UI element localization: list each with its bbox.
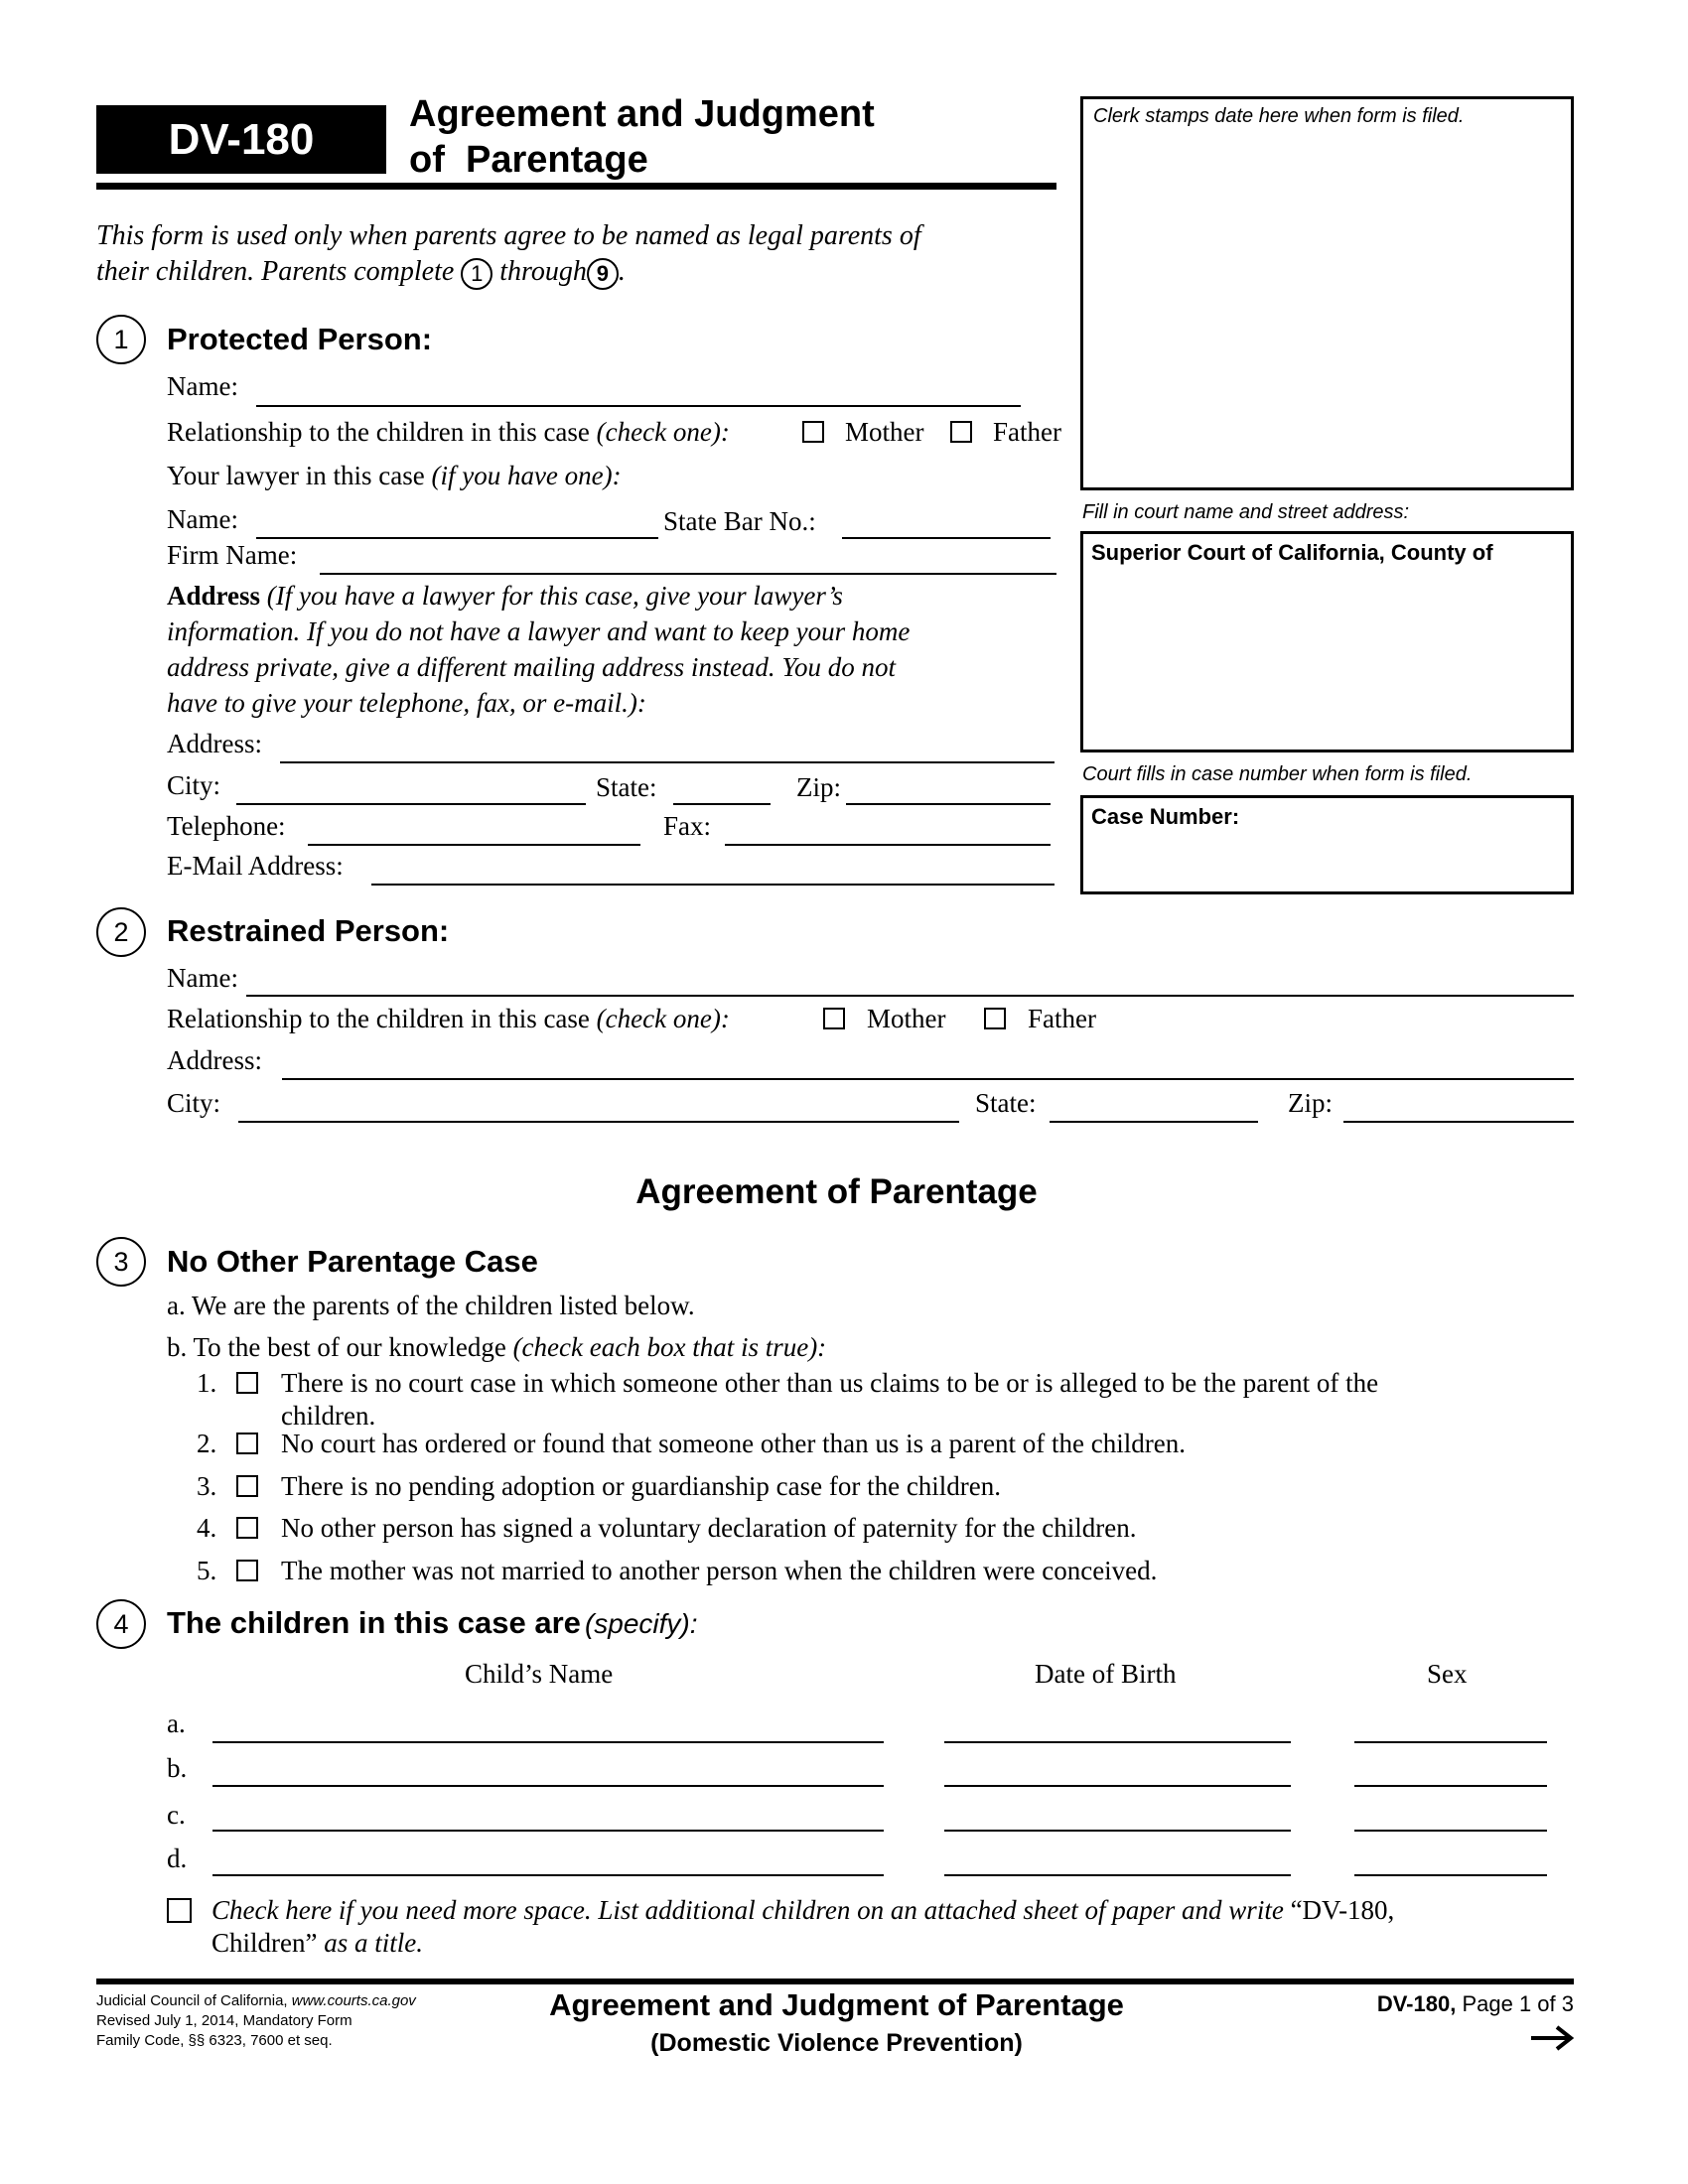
arrow-right-icon[interactable] — [1529, 2023, 1575, 2053]
row-label: b. — [167, 1753, 188, 1783]
zip-field[interactable] — [846, 803, 1051, 805]
section-3-title: No Other Parentage Case — [167, 1244, 538, 1279]
address-instructions-4: have to give your telephone, fax, or e-mail.): — [167, 688, 646, 718]
case-number-note: Court fills in case number when form is filed. — [1082, 763, 1473, 785]
item-number: 1. — [197, 1368, 217, 1398]
judicial-council: Judicial Council of California, — [96, 1992, 288, 2009]
firm-name-label: Firm Name: — [167, 540, 298, 570]
intro-line2 — [96, 256, 626, 290]
item-text: There is no pending adoption or guardianship case for the children. — [281, 1471, 1002, 1501]
restrained-state-field[interactable] — [1050, 1121, 1258, 1123]
state-bar-label: State Bar No.: — [663, 506, 816, 536]
title-text: The children in this case are — [167, 1605, 581, 1640]
city-field[interactable] — [236, 803, 586, 805]
child-d-dob[interactable] — [944, 1874, 1291, 1876]
col-date-of-birth: Date of Birth — [1035, 1659, 1177, 1689]
court-name-label: Fill in court name and street address: — [1082, 501, 1410, 523]
item-text-cont: children. — [281, 1401, 376, 1431]
restrained-city-label: City: — [167, 1088, 221, 1118]
form-title-line1: Agreement and Judgment — [409, 93, 875, 135]
item-text: The mother was not married to another person when the children were conceived. — [281, 1556, 1158, 1585]
restrained-name-label: Name: — [167, 963, 238, 993]
item-number: 4. — [197, 1513, 217, 1543]
row-label: d. — [167, 1843, 188, 1873]
section-2-title: Restrained Person: — [167, 913, 450, 948]
court-name-box[interactable] — [1080, 531, 1574, 752]
lawyer-text: Your lawyer in this case — [167, 461, 425, 490]
courts-url[interactable]: www.courts.ca.gov — [291, 1992, 416, 2009]
item-number: 5. — [197, 1556, 217, 1585]
child-c-name[interactable] — [212, 1830, 884, 1832]
fax-label: Fax: — [663, 811, 712, 841]
court-name-value: Superior Court of California, County of — [1091, 540, 1493, 565]
row-label: c. — [167, 1800, 186, 1830]
child-c-sex[interactable] — [1354, 1830, 1547, 1832]
form-title-line2: of Parentage — [409, 139, 648, 181]
child-b-sex[interactable] — [1354, 1785, 1547, 1787]
addr-p1: (If you have a lawyer for this case, give your lawyer’s — [266, 581, 843, 611]
item-4-checkbox[interactable] — [236, 1517, 258, 1539]
section-4-number: 4 — [96, 1599, 146, 1649]
circled-number-9: 9 — [587, 258, 619, 290]
col-child-name: Child’s Name — [465, 1659, 614, 1689]
mother-label: Mother — [845, 417, 924, 447]
restrained-zip-label: Zip: — [1288, 1088, 1333, 1118]
section-4-title — [167, 1605, 698, 1641]
telephone-label: Telephone: — [167, 811, 286, 841]
form-number: DV-180 — [168, 114, 315, 164]
check-one: (check one): — [596, 1004, 730, 1033]
lawyer-name-label: Name: — [167, 504, 238, 534]
family-code: Family Code, §§ 6323, 7600 et seq. — [96, 2032, 333, 2049]
row-label: a. — [167, 1708, 186, 1738]
restrained-relationship-label — [167, 1003, 730, 1034]
item-1-checkbox[interactable] — [236, 1372, 258, 1394]
protected-father-checkbox[interactable] — [950, 421, 972, 443]
item-text: There is no court case in which someone other than us claims to be or is alleged to be the parent of the — [281, 1368, 1379, 1398]
item-text: No court has ordered or found that someone other than us is a parent of the children. — [281, 1429, 1186, 1458]
child-b-dob[interactable] — [944, 1785, 1291, 1787]
protected-name-field[interactable] — [256, 405, 1021, 407]
address-label: Address: — [167, 729, 262, 758]
footer-title: Agreement and Judgment of Parentage — [549, 1987, 1124, 2022]
agreement-title: Agreement of Parentage — [635, 1172, 1038, 1211]
address-field[interactable] — [280, 761, 1055, 763]
child-a-sex[interactable] — [1354, 1741, 1547, 1743]
city-label: City: — [167, 770, 221, 800]
section-3b — [167, 1331, 826, 1363]
case-number-box[interactable] — [1080, 795, 1574, 894]
footer-page — [1377, 1991, 1574, 2017]
email-field[interactable] — [371, 884, 1055, 886]
restrained-zip-field[interactable] — [1343, 1121, 1574, 1123]
item-2-checkbox[interactable] — [236, 1433, 258, 1454]
item-number: 3. — [197, 1471, 217, 1501]
rel-text: Relationship to the children in this case — [167, 1004, 590, 1033]
intro-text: their children. Parents complete — [96, 256, 455, 287]
clerk-stamp-box — [1080, 96, 1574, 490]
intro-line1: This form is used only when parents agree to be named as legal parents of — [96, 220, 921, 251]
more-space-checkbox[interactable] — [167, 1898, 192, 1923]
item-3-checkbox[interactable] — [236, 1475, 258, 1497]
telephone-field[interactable] — [308, 844, 640, 846]
section-3-number: 3 — [96, 1237, 146, 1287]
item-number: 2. — [197, 1429, 217, 1458]
restrained-address-field[interactable] — [282, 1078, 1574, 1080]
protected-mother-checkbox[interactable] — [802, 421, 824, 443]
section-1-title: Protected Person: — [167, 322, 433, 356]
more-title: as a title. — [324, 1928, 423, 1958]
more-space-line1 — [211, 1894, 1394, 1926]
mother-label: Mother — [867, 1004, 946, 1033]
fax-field[interactable] — [725, 844, 1051, 846]
page-number: Page 1 of 3 — [1462, 1991, 1574, 2016]
child-d-sex[interactable] — [1354, 1874, 1547, 1876]
b-note: (check each box that is true): — [512, 1332, 827, 1362]
address-instructions-1 — [167, 580, 843, 612]
restrained-mother-checkbox[interactable] — [823, 1008, 845, 1029]
title-note: (specify): — [584, 1608, 698, 1639]
restrained-name-field[interactable] — [246, 995, 1574, 997]
protected-relationship-label — [167, 416, 730, 448]
lawyer-name-field[interactable] — [256, 537, 658, 539]
email-label: E-Mail Address: — [167, 851, 344, 881]
footer-rule — [96, 1979, 1574, 1984]
child-a-dob[interactable] — [944, 1741, 1291, 1743]
case-number-label: Case Number: — [1091, 804, 1240, 829]
child-d-name[interactable] — [212, 1874, 884, 1876]
address-bold: Address — [167, 581, 261, 611]
circled-number-1: 1 — [461, 258, 492, 290]
footer-subtitle: (Domestic Violence Prevention) — [650, 2029, 1023, 2057]
child-c-dob[interactable] — [944, 1830, 1291, 1832]
more-dv: “DV-180, — [1290, 1895, 1395, 1925]
firm-name-field[interactable] — [320, 573, 1056, 575]
address-instructions-2: information. If you do not have a lawyer and want to keep your home — [167, 616, 911, 646]
form-number-badge — [96, 105, 386, 174]
father-label: Father — [993, 417, 1061, 447]
b-text: b. To the best of our knowledge — [167, 1332, 506, 1362]
item-text: No other person has signed a voluntary declaration of paternity for the children. — [281, 1513, 1137, 1543]
check-one: (check one): — [596, 417, 730, 447]
state-label: State: — [596, 772, 657, 802]
lawyer-note: (if you have one): — [431, 461, 622, 490]
child-b-name[interactable] — [212, 1785, 884, 1787]
section-3a: a. We are the parents of the children listed below. — [167, 1291, 695, 1320]
col-sex: Sex — [1427, 1659, 1468, 1689]
more-space-line2 — [211, 1927, 423, 1959]
clerk-stamp-label: Clerk stamps date here when form is filed. — [1093, 105, 1465, 127]
state-bar-field[interactable] — [842, 537, 1051, 539]
footer-form-number: DV-180, — [1376, 1991, 1457, 2016]
item-5-checkbox[interactable] — [236, 1560, 258, 1581]
more-text: Check here if you need more space. List additional children on an attached sheet of paper and write — [211, 1895, 1284, 1925]
header-rule — [96, 183, 1056, 190]
restrained-state-label: State: — [975, 1088, 1037, 1118]
restrained-city-field[interactable] — [238, 1121, 959, 1123]
revised-date: Revised July 1, 2014, Mandatory Form — [96, 2012, 352, 2029]
section-1-number: 1 — [96, 315, 146, 364]
address-instructions-3: address private, give a different mailing address instead. You do not — [167, 652, 896, 682]
protected-name-label: Name: — [167, 371, 238, 401]
restrained-address-label: Address: — [167, 1045, 262, 1075]
child-a-name[interactable] — [212, 1741, 884, 1743]
lawyer-label — [167, 460, 622, 491]
intro-end: . — [618, 256, 626, 287]
father-label: Father — [1028, 1004, 1096, 1033]
section-2-number: 2 — [96, 907, 146, 957]
zip-label: Zip: — [796, 772, 841, 802]
state-field[interactable] — [673, 803, 771, 805]
restrained-father-checkbox[interactable] — [984, 1008, 1006, 1029]
intro-through: through — [499, 256, 587, 287]
more-children: Children” — [211, 1928, 318, 1958]
rel-text: Relationship to the children in this case — [167, 417, 590, 447]
